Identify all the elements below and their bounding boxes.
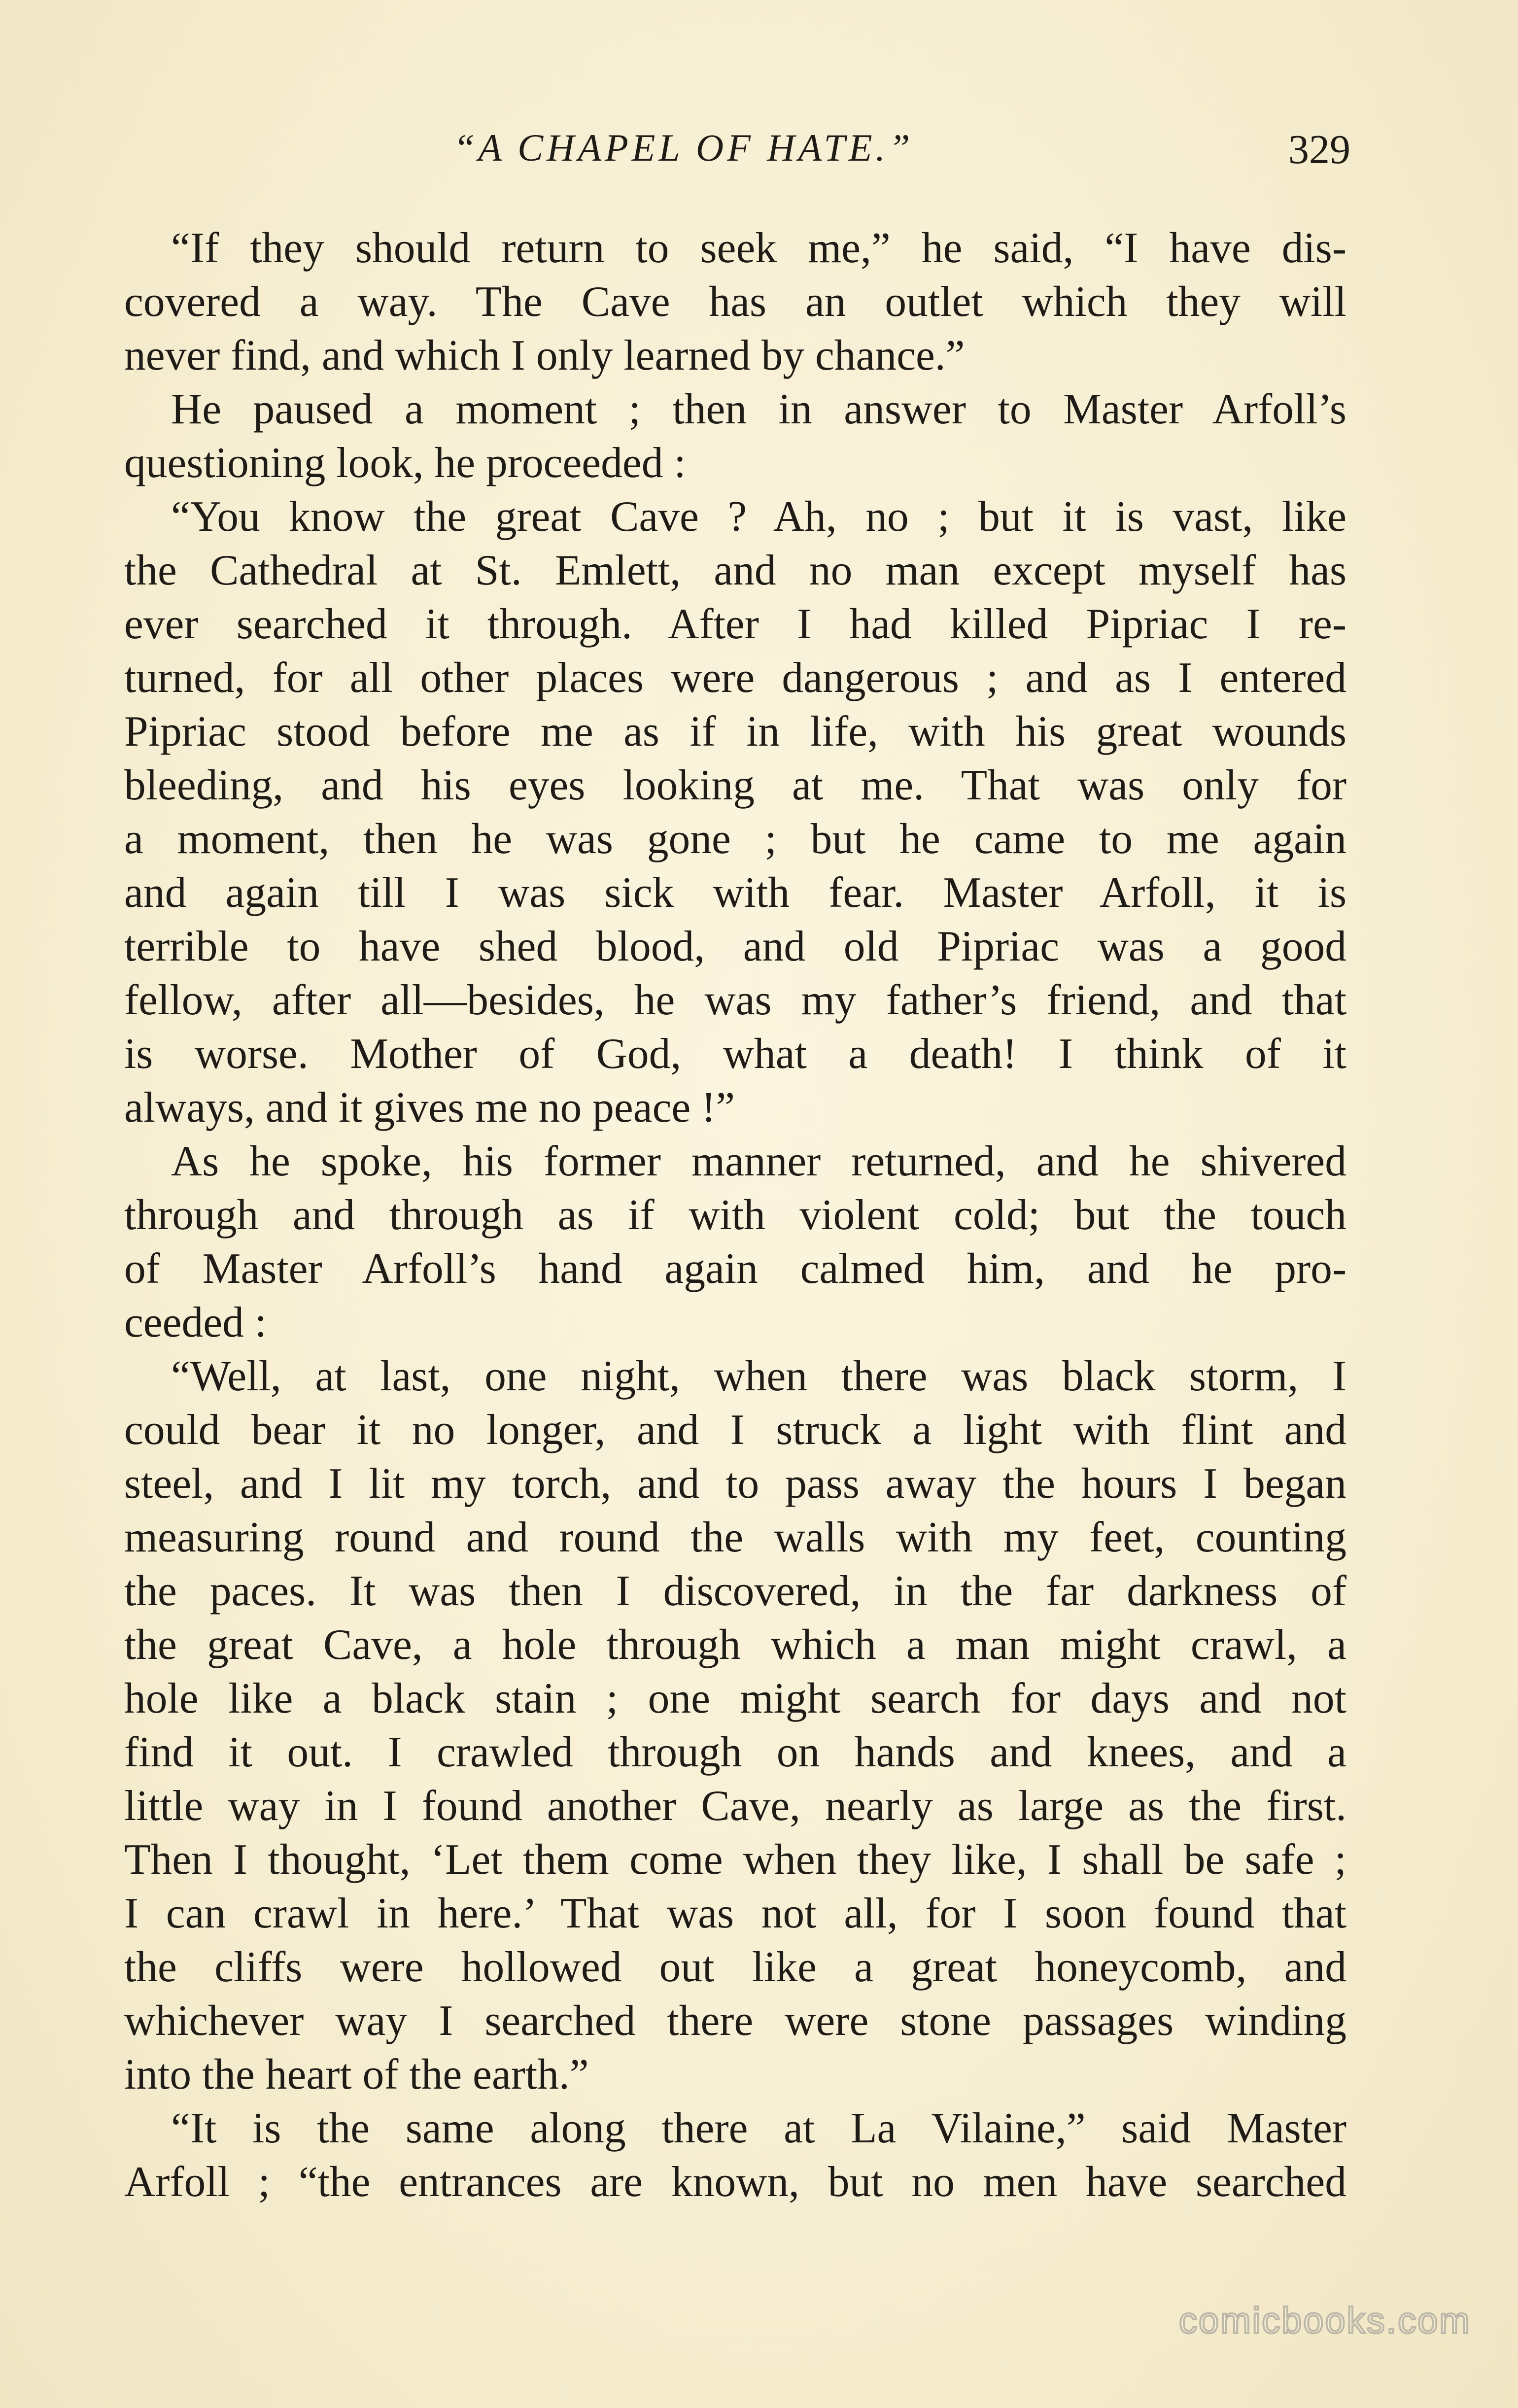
text-line: find it out. I crawled through on hands and knees, and a	[124, 1728, 1346, 1776]
paragraph	[124, 2101, 1346, 2208]
text-line: steel, and I lit my torch, and to pass away the hours I began	[124, 1459, 1346, 1507]
text-line: Then I thought, ‘Let them come when they like, I shall be safe ;	[124, 1835, 1346, 1883]
text-line: is worse. Mother of God, what a death! I think of it	[124, 1030, 1346, 1077]
text-line: terrible to have shed blood, and old Pipriac was a good	[124, 922, 1346, 970]
text-line: into the heart of the earth.”	[124, 2050, 589, 2098]
text-line: “Well, at last, one night, when there was black storm, I	[171, 1352, 1346, 1400]
running-head	[0, 126, 1518, 185]
text-line: ever searched it through. After I had killed Pipriac I re-	[124, 600, 1346, 648]
site-watermark: comicbooks.com	[1178, 2300, 1471, 2341]
paragraph	[124, 382, 1346, 489]
text-line: a moment, then he was gone ; but he came to me again	[124, 815, 1346, 862]
text-line: covered a way. The Cave has an outlet which they will	[124, 277, 1346, 325]
text-line: Pipriac stood before me as if in life, with his great wounds	[124, 707, 1346, 755]
text-line: “If they should return to seek me,” he said, “I have dis-	[171, 224, 1346, 272]
text-line: the paces. It was then I discovered, in the far darkness of	[124, 1567, 1346, 1615]
text-line: Arfoll ; “the entrances are known, but no men have searched	[124, 2158, 1346, 2205]
text-line: the Cathedral at St. Emlett, and no man except myself has	[124, 546, 1346, 594]
text-line: measuring round and round the walls with my feet, counting	[124, 1513, 1346, 1561]
text-line: the great Cave, a hole through which a man might crawl, a	[124, 1620, 1346, 1668]
text-line: “It is the same along there at La Vilaine,” said Master	[171, 2104, 1346, 2152]
text-line: He paused a moment ; then in answer to Master Arfoll’s	[171, 385, 1346, 433]
text-line: could bear it no longer, and I struck a light with flint and	[124, 1406, 1346, 1453]
paragraph	[124, 489, 1346, 1134]
text-line: As he spoke, his former manner returned, and he shivered	[171, 1137, 1346, 1185]
text-line: through and through as if with violent cold; but the touch	[124, 1191, 1346, 1238]
chapter-title: “A CHAPEL OF HATE.”	[453, 126, 914, 169]
text-line: always, and it gives me no peace !”	[124, 1083, 735, 1131]
body-text	[124, 221, 1346, 2208]
paragraph	[124, 221, 1346, 382]
text-line: ceeded :	[124, 1298, 267, 1346]
text-line: little way in I found another Cave, nearly as large as the first.	[124, 1782, 1346, 1829]
text-line: bleeding, and his eyes looking at me. That was only for	[124, 761, 1346, 809]
text-line: turned, for all other places were dangerous ; and as I entered	[124, 654, 1346, 701]
text-line: never find, and which I only learned by chance.”	[124, 331, 965, 379]
paragraph	[124, 1349, 1346, 2101]
text-line: and again till I was sick with fear. Master Arfoll, it is	[124, 868, 1346, 916]
text-line: whichever way I searched there were stone passages winding	[124, 1996, 1346, 2044]
page-number: 329	[1288, 127, 1350, 172]
text-line: I can crawl in here.’ That was not all, for I soon found that	[124, 1889, 1346, 1937]
text-line: fellow, after all—besides, he was my father’s friend, and that	[124, 976, 1346, 1024]
text-line: “You know the great Cave ? Ah, no ; but it is vast, like	[171, 492, 1346, 540]
text-line: questioning look, he proceeded :	[124, 439, 686, 486]
text-line: hole like a black stain ; one might search for days and not	[124, 1674, 1346, 1722]
text-line: the cliffs were hollowed out like a great honeycomb, and	[124, 1943, 1346, 1991]
text-line: of Master Arfoll’s hand again calmed him, and he pro-	[124, 1244, 1346, 1292]
paragraph	[124, 1134, 1346, 1349]
